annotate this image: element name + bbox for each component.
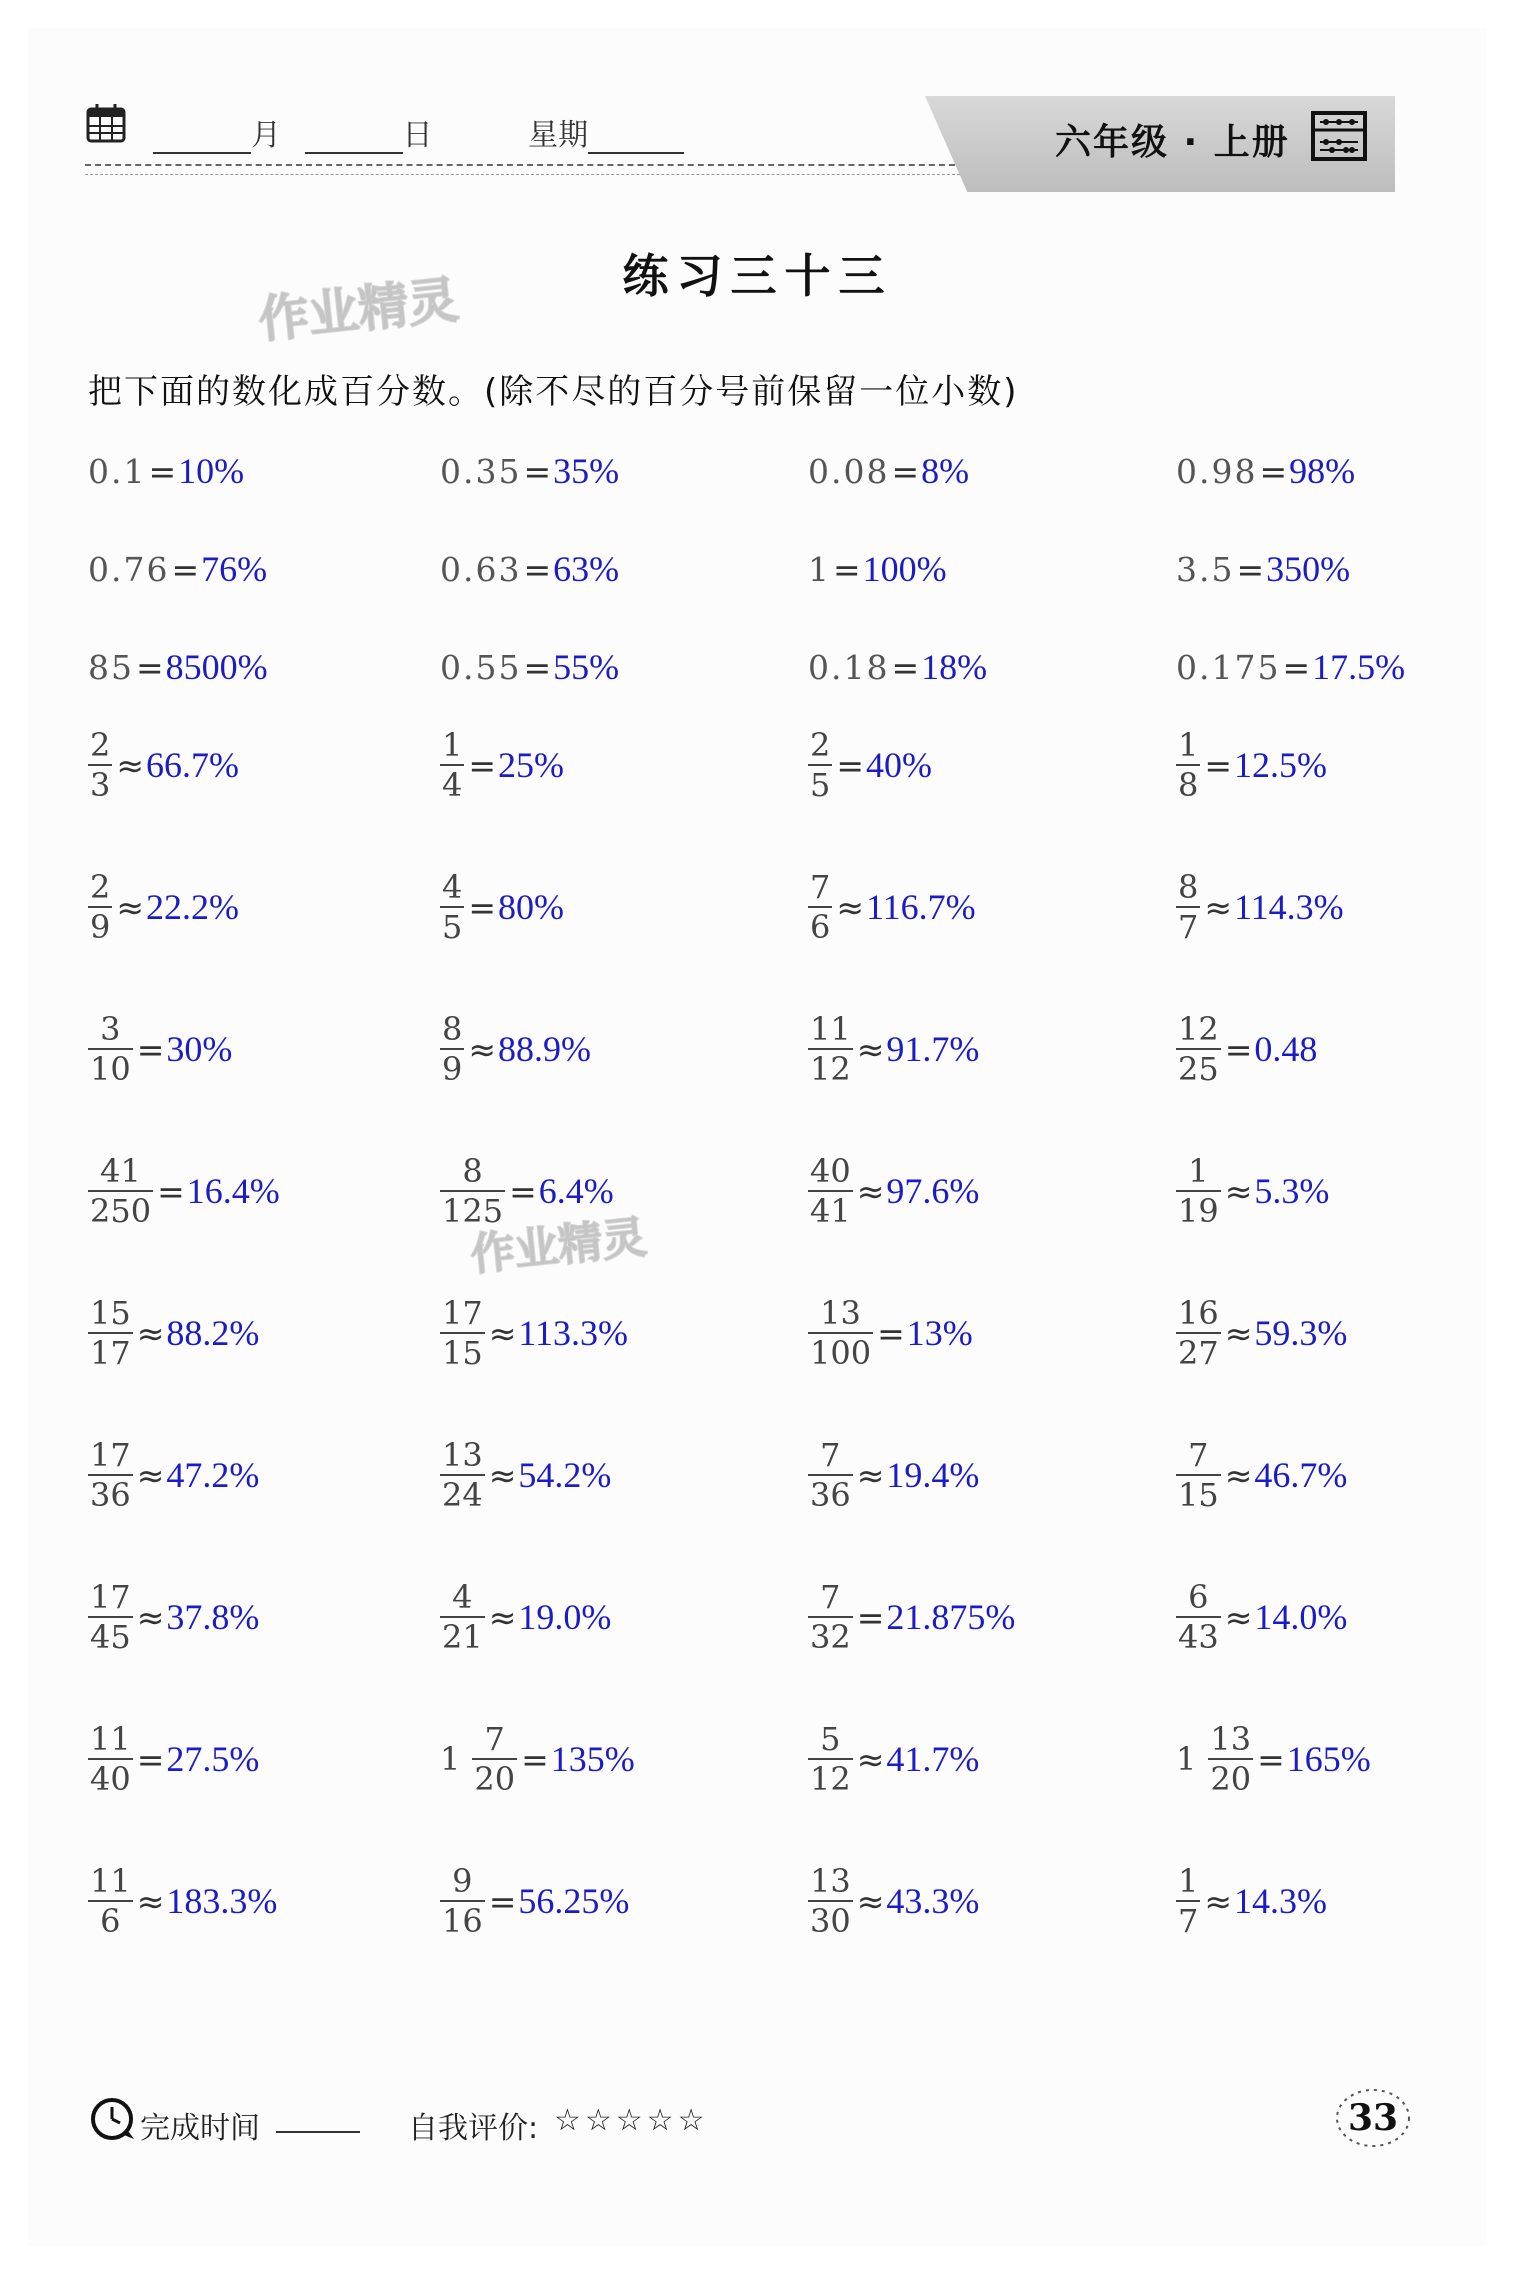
- denominator: 3: [90, 766, 111, 804]
- denominator: 17: [90, 1334, 131, 1372]
- weekday-blank[interactable]: [588, 126, 684, 154]
- grade-label: 六年级 · 上册: [1055, 122, 1290, 163]
- fraction: [88, 1010, 133, 1088]
- relation-sign: ≈: [1224, 1171, 1253, 1211]
- handwritten-answer: 35%: [553, 451, 620, 491]
- fraction: [88, 1720, 133, 1798]
- problem-item: [88, 1010, 232, 1088]
- question-value: 0.98: [1176, 451, 1258, 491]
- question-value: 0.55: [440, 647, 522, 687]
- handwritten-answer: 80%: [498, 887, 565, 927]
- numerator: 7: [820, 1436, 841, 1474]
- problem-item: [440, 1862, 629, 1940]
- handwritten-answer: 56.25%: [518, 1881, 630, 1921]
- watermark-secondary: 作业精灵: [468, 1211, 649, 1282]
- problem-item: [440, 1010, 591, 1088]
- handwritten-answer: 19.0%: [518, 1597, 612, 1637]
- denominator: 12: [810, 1760, 851, 1798]
- handwritten-answer: 114.3%: [1234, 887, 1344, 927]
- problem-item: [88, 548, 267, 590]
- fraction: [1176, 1010, 1221, 1088]
- relation-sign: =: [468, 745, 497, 785]
- relation-sign: =: [1224, 1029, 1253, 1069]
- day-label: 日: [402, 118, 433, 153]
- question-value: 3.5: [1176, 549, 1235, 589]
- relation-sign: =: [1236, 549, 1265, 589]
- fraction: [88, 726, 112, 804]
- relation-sign: ≈: [856, 1739, 885, 1779]
- handwritten-answer: 116.7%: [866, 887, 976, 927]
- weekday-label: 星期: [528, 118, 589, 153]
- denominator: 21: [442, 1618, 483, 1656]
- denominator: 20: [474, 1760, 516, 1798]
- fraction: [1176, 1862, 1200, 1940]
- denominator: 25: [1178, 1050, 1219, 1088]
- numerator: 17: [442, 1294, 483, 1332]
- problem-item: [440, 1152, 614, 1230]
- denominator: 9: [90, 908, 111, 946]
- fraction: [88, 1436, 133, 1514]
- denominator: 6: [810, 908, 831, 946]
- question-value: 1: [808, 549, 831, 589]
- fraction: [808, 1152, 853, 1230]
- day-blank[interactable]: [305, 126, 403, 154]
- fraction: [440, 1152, 505, 1230]
- problem-item: [88, 868, 239, 946]
- rating-stars[interactable]: ☆☆☆☆☆: [554, 2103, 709, 2138]
- handwritten-answer: 17.5%: [1312, 647, 1406, 687]
- handwritten-answer: 88.2%: [166, 1313, 260, 1353]
- relation-sign: ≈: [136, 1881, 165, 1921]
- relation-sign: ≈: [856, 1881, 885, 1921]
- problem-item: [88, 450, 244, 492]
- problem-item: [808, 450, 969, 492]
- numerator: 11: [810, 1010, 851, 1048]
- page-number-text: 33: [1347, 2097, 1399, 2139]
- fraction: [808, 1720, 853, 1798]
- denominator: 43: [1178, 1618, 1219, 1656]
- relation-sign: ≈: [1204, 887, 1233, 927]
- denominator: 24: [442, 1476, 483, 1514]
- denominator: 9: [442, 1050, 463, 1088]
- fraction: [88, 1152, 153, 1230]
- relation-sign: ≈: [1224, 1313, 1253, 1353]
- denominator: 4: [442, 766, 463, 804]
- handwritten-answer: 8%: [921, 451, 970, 491]
- relation-sign: =: [1257, 1739, 1285, 1779]
- numerator: 13: [820, 1294, 861, 1332]
- problem-item: [88, 1578, 259, 1656]
- problem-item: [1176, 1436, 1347, 1514]
- question-value: 0.175: [1176, 647, 1281, 687]
- relation-sign: =: [836, 745, 865, 785]
- denominator: 250: [90, 1192, 152, 1230]
- numerator: 9: [452, 1862, 473, 1900]
- numerator: 1: [1188, 1152, 1209, 1190]
- numerator: 2: [810, 726, 831, 764]
- whole-number: 1: [1176, 1740, 1197, 1778]
- problem-item: [1176, 548, 1350, 590]
- relation-sign: ≈: [488, 1455, 517, 1495]
- problem-item: [440, 868, 564, 946]
- numerator: 1: [1178, 1862, 1199, 1900]
- handwritten-answer: 76%: [201, 549, 268, 589]
- numerator: 4: [442, 868, 463, 906]
- problem-item: [1176, 1578, 1347, 1656]
- fraction: [472, 1720, 517, 1798]
- problem-item: [440, 1294, 628, 1372]
- handwritten-answer: 18%: [921, 647, 988, 687]
- numerator: 8: [1178, 868, 1199, 906]
- relation-sign: =: [136, 647, 164, 687]
- denominator: 7: [1178, 908, 1199, 946]
- fraction: [808, 726, 832, 804]
- numerator: 4: [452, 1578, 473, 1616]
- relation-sign: =: [468, 887, 497, 927]
- handwritten-answer: 113.3%: [518, 1313, 629, 1353]
- question-value: 0.1: [88, 451, 147, 491]
- denominator: 19: [1178, 1192, 1219, 1230]
- handwritten-answer: 183.3%: [166, 1881, 278, 1921]
- problem-item: [1176, 726, 1327, 804]
- numerator: 11: [90, 1720, 131, 1758]
- fraction: [440, 868, 464, 946]
- relation-sign: =: [148, 451, 177, 491]
- handwritten-answer: 14.3%: [1234, 1881, 1328, 1921]
- handwritten-answer: 165%: [1286, 1739, 1371, 1779]
- fraction: [88, 1294, 133, 1372]
- handwritten-answer: 13%: [906, 1313, 973, 1353]
- relation-sign: =: [136, 1739, 165, 1779]
- problem-item: [808, 868, 976, 946]
- problem-item: [440, 548, 619, 590]
- problem-item: [440, 1578, 611, 1656]
- numerator: 7: [820, 1578, 841, 1616]
- problem-item: [88, 1152, 280, 1230]
- page-number: [1333, 2085, 1413, 2151]
- instruction-text: 把下面的数化成百分数。(除不尽的百分号前保留一位小数): [88, 372, 1019, 412]
- denominator: 20: [1210, 1760, 1252, 1798]
- handwritten-answer: 40%: [866, 745, 933, 785]
- problem-item: [1176, 646, 1405, 688]
- numerator: 3: [100, 1010, 121, 1048]
- month-label: 月: [251, 118, 281, 153]
- date-fields: [153, 110, 684, 154]
- problem-item: [1176, 1294, 1347, 1372]
- problem-item: [440, 646, 619, 688]
- handwritten-answer: 47.2%: [166, 1455, 260, 1495]
- numerator: 13: [442, 1436, 483, 1474]
- month-blank[interactable]: [153, 126, 251, 154]
- fraction: [808, 868, 832, 946]
- denominator: 125: [442, 1192, 504, 1230]
- handwritten-answer: 63%: [553, 549, 620, 589]
- abacus-icon: [1310, 110, 1368, 162]
- relation-sign: =: [523, 549, 552, 589]
- handwritten-answer: 12.5%: [1234, 745, 1328, 785]
- numerator: 1: [442, 726, 463, 764]
- relation-sign: =: [171, 549, 200, 589]
- relation-sign: =: [521, 1739, 549, 1779]
- handwritten-answer: 43.3%: [886, 1881, 980, 1921]
- question-value: 0.76: [88, 549, 170, 589]
- handwritten-answer: 350%: [1266, 549, 1351, 589]
- relation-sign: =: [1259, 451, 1288, 491]
- calendar-icon: [85, 102, 127, 144]
- fraction: [440, 1578, 485, 1656]
- denominator: 5: [810, 766, 831, 804]
- fraction: [88, 1578, 133, 1656]
- time-label: 完成时间: [140, 2111, 260, 2146]
- numerator: 11: [90, 1862, 131, 1900]
- relation-sign: ≈: [488, 1313, 517, 1353]
- handwritten-answer: 59.3%: [1254, 1313, 1348, 1353]
- denominator: 7: [1178, 1902, 1199, 1940]
- denominator: 10: [90, 1050, 131, 1088]
- relation-sign: ≈: [136, 1597, 165, 1637]
- fraction: [440, 1436, 485, 1514]
- problem-item: [808, 726, 932, 804]
- numerator: 41: [100, 1152, 141, 1190]
- problem-item: [808, 1578, 1015, 1656]
- handwritten-answer: 66.7%: [146, 745, 240, 785]
- relation-sign: =: [1204, 745, 1233, 785]
- numerator: 2: [90, 726, 111, 764]
- problem-item: [88, 1294, 259, 1372]
- numerator: 13: [1210, 1720, 1252, 1758]
- fraction: [808, 1294, 873, 1372]
- numerator: 12: [1178, 1010, 1219, 1048]
- handwritten-answer: 37.8%: [166, 1597, 260, 1637]
- problem-item: [808, 1720, 979, 1798]
- fraction: [1208, 1720, 1253, 1798]
- relation-sign: =: [891, 451, 920, 491]
- page-title: 练习三十三: [622, 249, 893, 303]
- relation-sign: =: [891, 647, 920, 687]
- handwritten-answer: 100%: [862, 549, 947, 589]
- relation-sign: =: [833, 549, 861, 589]
- watermark: 作业精灵: [255, 270, 461, 350]
- relation-sign: ≈: [856, 1029, 885, 1069]
- fraction: [1176, 1152, 1221, 1230]
- relation-sign: ≈: [856, 1455, 885, 1495]
- fraction: [88, 1862, 133, 1940]
- handwritten-answer: 55%: [553, 647, 620, 687]
- handwritten-answer: 54.2%: [518, 1455, 612, 1495]
- handwritten-answer: 135%: [550, 1739, 635, 1779]
- relation-sign: ≈: [836, 887, 865, 927]
- denominator: 6: [100, 1902, 121, 1940]
- numerator: 17: [90, 1436, 131, 1474]
- denominator: 30: [810, 1902, 851, 1940]
- clock-icon: [88, 2095, 136, 2143]
- header-rule: [85, 164, 965, 166]
- problem-item: [1176, 1862, 1327, 1940]
- handwritten-answer: 30%: [166, 1029, 233, 1069]
- fraction: [440, 1862, 485, 1940]
- relation-sign: ≈: [1224, 1455, 1253, 1495]
- numerator: 5: [820, 1720, 841, 1758]
- handwritten-answer: 41.7%: [886, 1739, 980, 1779]
- relation-sign: =: [157, 1171, 185, 1211]
- problem-item: [1176, 1010, 1317, 1088]
- problem-item: [808, 1294, 973, 1372]
- time-blank[interactable]: [276, 2105, 360, 2133]
- problem-item: [88, 1436, 259, 1514]
- denominator: 36: [810, 1476, 851, 1514]
- numerator: 6: [1188, 1578, 1209, 1616]
- relation-sign: ≈: [468, 1029, 497, 1069]
- relation-sign: =: [136, 1029, 165, 1069]
- handwritten-answer: 46.7%: [1254, 1455, 1348, 1495]
- handwritten-answer: 97.6%: [886, 1171, 980, 1211]
- question-value: 85: [88, 647, 134, 687]
- denominator: 8: [1178, 766, 1199, 804]
- relation-sign: =: [509, 1171, 537, 1211]
- denominator: 15: [1178, 1476, 1219, 1514]
- denominator: 100: [810, 1334, 872, 1372]
- handwritten-answer: 10%: [178, 451, 245, 491]
- denominator: 12: [810, 1050, 851, 1088]
- fraction: [808, 1578, 853, 1656]
- fraction: [1176, 1436, 1221, 1514]
- fraction: [1176, 868, 1200, 946]
- denominator: 45: [90, 1618, 131, 1656]
- problem-item: [88, 646, 268, 688]
- handwritten-answer: 8500%: [165, 647, 268, 687]
- relation-sign: =: [523, 647, 552, 687]
- problem-item: [88, 1862, 277, 1940]
- page-ornament-icon: [1333, 2085, 1413, 2151]
- question-value: 0.18: [808, 647, 890, 687]
- numerator: 15: [90, 1294, 131, 1332]
- problem-item: [1176, 1152, 1329, 1230]
- numerator: 13: [810, 1862, 851, 1900]
- numerator: 1: [1178, 726, 1199, 764]
- handwritten-answer: 6.4%: [538, 1171, 614, 1211]
- denominator: 40: [90, 1760, 131, 1798]
- self-eval-label: 自我评价:: [408, 2111, 539, 2146]
- problem-item: [440, 1720, 635, 1798]
- fraction: [440, 726, 464, 804]
- problem-item: [808, 646, 987, 688]
- relation-sign: ≈: [136, 1313, 165, 1353]
- problem-item: [808, 548, 947, 590]
- denominator: 5: [442, 908, 463, 946]
- numerator: 2: [90, 868, 111, 906]
- page-header: [85, 96, 1385, 196]
- relation-sign: =: [877, 1313, 905, 1353]
- handwritten-answer: 91.7%: [886, 1029, 980, 1069]
- relation-sign: ≈: [136, 1455, 165, 1495]
- denominator: 27: [1178, 1334, 1219, 1372]
- handwritten-answer: 19.4%: [886, 1455, 980, 1495]
- page-footer: [88, 2095, 1418, 2155]
- question-value: 0.35: [440, 451, 522, 491]
- header-rule-secondary: [85, 174, 965, 175]
- problem-item: [808, 1152, 979, 1230]
- relation-sign: ≈: [116, 745, 145, 785]
- relation-sign: ≈: [856, 1171, 885, 1211]
- numerator: 16: [1178, 1294, 1219, 1332]
- handwritten-answer: 16.4%: [186, 1171, 280, 1211]
- relation-sign: ≈: [1204, 1881, 1233, 1921]
- handwritten-answer: 98%: [1289, 451, 1356, 491]
- denominator: 41: [810, 1192, 851, 1230]
- numerator: 17: [90, 1578, 131, 1616]
- problem-item: [88, 726, 239, 804]
- fraction: [1176, 726, 1200, 804]
- handwritten-answer: 22.2%: [146, 887, 240, 927]
- problem-item: [1176, 1720, 1371, 1798]
- problem-item: [1176, 450, 1355, 492]
- fraction: [808, 1436, 853, 1514]
- problem-item: [808, 1010, 979, 1088]
- question-value: 0.63: [440, 549, 522, 589]
- numerator: 8: [462, 1152, 483, 1190]
- numerator: 7: [1188, 1436, 1209, 1474]
- problem-item: [808, 1862, 979, 1940]
- relation-sign: =: [1282, 647, 1311, 687]
- relation-sign: ≈: [1224, 1597, 1253, 1637]
- numerator: 7: [810, 868, 831, 906]
- problem-item: [1176, 868, 1344, 946]
- problem-item: [88, 1720, 259, 1798]
- relation-sign: =: [856, 1597, 885, 1637]
- fraction: [88, 868, 112, 946]
- handwritten-answer: 5.3%: [1254, 1171, 1330, 1211]
- fraction: [440, 1294, 485, 1372]
- fraction: [1176, 1294, 1221, 1372]
- denominator: 16: [442, 1902, 483, 1940]
- handwritten-answer: 0.48: [1254, 1029, 1318, 1069]
- denominator: 36: [90, 1476, 131, 1514]
- problem-item: [808, 1436, 979, 1514]
- whole-number: 1: [440, 1740, 461, 1778]
- relation-sign: ≈: [116, 887, 145, 927]
- problem-item: [440, 1436, 611, 1514]
- relation-sign: ≈: [488, 1597, 517, 1637]
- denominator: 15: [442, 1334, 483, 1372]
- handwritten-answer: 21.875%: [886, 1597, 1016, 1637]
- fraction: [1176, 1578, 1221, 1656]
- handwritten-answer: 25%: [498, 745, 565, 785]
- numerator: 40: [810, 1152, 851, 1190]
- handwritten-answer: 14.0%: [1254, 1597, 1348, 1637]
- handwritten-answer: 27.5%: [166, 1739, 260, 1779]
- relation-sign: =: [488, 1881, 517, 1921]
- problem-item: [440, 450, 619, 492]
- numerator: 8: [442, 1010, 463, 1048]
- fraction: [808, 1010, 853, 1088]
- handwritten-answer: 88.9%: [498, 1029, 592, 1069]
- fraction: [440, 1010, 464, 1088]
- question-value: 0.08: [808, 451, 890, 491]
- fraction: [808, 1862, 853, 1940]
- numerator: 7: [484, 1720, 505, 1758]
- denominator: 32: [810, 1618, 851, 1656]
- relation-sign: =: [523, 451, 552, 491]
- problem-item: [440, 726, 564, 804]
